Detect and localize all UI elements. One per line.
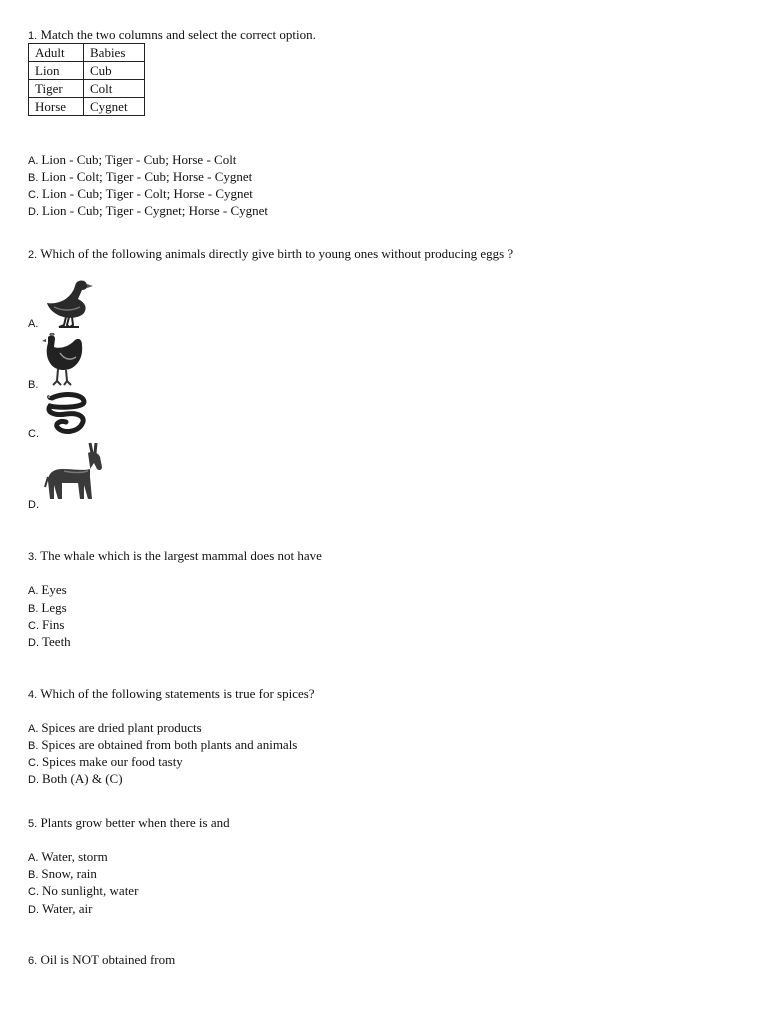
question-3 [28, 548, 322, 565]
option-d [28, 901, 92, 918]
option-text: Water, storm [41, 849, 108, 864]
hen-image [42, 333, 86, 387]
question-2 [28, 246, 513, 263]
option-letter: D. [28, 637, 39, 649]
option-c [28, 754, 183, 771]
option-text: Eyes [41, 582, 67, 597]
question-1 [28, 27, 316, 44]
option-c [28, 617, 64, 634]
question-text: Match the two columns and select the correct option. [40, 27, 316, 42]
option-text: Teeth [42, 634, 71, 649]
option-letter: C. [28, 620, 39, 632]
option-letter: B. [28, 603, 39, 615]
question-text: Which of the following statements is true for spices? [40, 686, 315, 701]
option-c [28, 883, 138, 900]
option-a [28, 582, 67, 599]
option-text: Lion - Cub; Tiger - Cub; Horse - Colt [41, 152, 237, 167]
option-a [28, 152, 236, 169]
table-cell: Colt [84, 80, 145, 98]
option-text: Spices make our food tasty [42, 754, 183, 769]
table-header-cell: Babies [84, 44, 145, 62]
option-letter: B. [28, 379, 39, 391]
option-letter: D. [28, 774, 39, 786]
table-header-cell: Adult [29, 44, 84, 62]
question-text: Oil is NOT obtained from [40, 952, 176, 967]
option-b [28, 737, 297, 754]
question-text: Plants grow better when there is and [40, 815, 230, 830]
table-cell: Cygnet [84, 98, 145, 116]
option-letter: C. [28, 757, 39, 769]
option-text: Fins [42, 617, 65, 632]
option-letter: A. [28, 852, 39, 864]
option-letter: C. [28, 189, 39, 201]
question-text: The whale which is the largest mammal does not have [40, 548, 322, 563]
option-letter: A. [28, 723, 39, 735]
option-text: Spices are dried plant products [41, 720, 202, 735]
option-text: No sunlight, water [42, 883, 139, 898]
snake-image [44, 392, 90, 436]
option-letter: B. [28, 172, 39, 184]
question-number: 6. [28, 955, 38, 967]
match-table [28, 43, 145, 116]
option-d [28, 203, 268, 220]
option-text: Lion - Cub; Tiger - Cygnet; Horse - Cygnet [42, 203, 269, 218]
option-c [28, 186, 253, 203]
table-cell: Lion [29, 62, 84, 80]
option-letter: C. [28, 428, 39, 440]
option-b [28, 866, 97, 883]
question-number: 3. [28, 551, 38, 563]
question-number: 2. [28, 249, 38, 261]
option-b [28, 169, 252, 186]
table-row [29, 80, 145, 98]
option-letter: D. [28, 904, 39, 916]
option-letter: C. [28, 886, 39, 898]
option-d [28, 634, 71, 651]
option-a [28, 849, 108, 866]
table-row [29, 98, 145, 116]
option-text: Lion - Cub; Tiger - Colt; Horse - Cygnet [42, 186, 253, 201]
option-letter: B. [28, 740, 39, 752]
question-4 [28, 686, 315, 703]
option-letter: A. [28, 318, 39, 330]
option-text: Snow, rain [41, 866, 97, 881]
option-text: Legs [41, 600, 67, 615]
question-number: 1. [28, 30, 38, 42]
option-letter: A. [28, 585, 39, 597]
option-text: Water, air [42, 901, 93, 916]
option-text: Lion - Colt; Tiger - Cub; Horse - Cygnet [41, 169, 253, 184]
option-a [28, 720, 202, 737]
option-text: Both (A) & (C) [42, 771, 123, 786]
option-letter: D. [28, 206, 39, 218]
table-cell: Tiger [29, 80, 84, 98]
option-b [28, 600, 67, 617]
option-letter: B. [28, 869, 39, 881]
question-6 [28, 952, 175, 969]
table-cell: Cub [84, 62, 145, 80]
option-text: Spices are obtained from both plants and animals [41, 737, 298, 752]
option-d [28, 771, 123, 788]
table-header-row [29, 44, 145, 62]
duck-image [44, 277, 94, 329]
table-cell: Horse [29, 98, 84, 116]
question-5 [28, 815, 230, 832]
option-letter: D. [28, 499, 39, 511]
question-text: Which of the following animals directly give birth to young ones without producing eggs ? [40, 246, 514, 261]
question-number: 5. [28, 818, 38, 830]
option-letter: A. [28, 155, 39, 167]
table-row [29, 62, 145, 80]
question-number: 4. [28, 689, 38, 701]
donkey-image [44, 441, 104, 503]
